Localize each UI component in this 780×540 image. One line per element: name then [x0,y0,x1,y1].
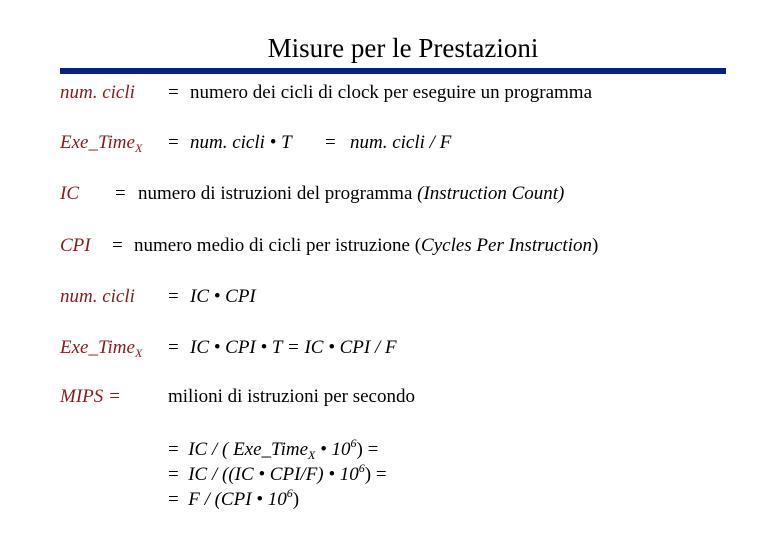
mips-formula-line: = IC / ( Exe_Time$_X$ • $10^6$) = [168,436,379,462]
def-cpi: numero medio di cicli per istruzione (Cycles Per Instruction) [134,235,599,256]
term-exe-time: Exe_Time$_X$ [60,337,143,360]
def-ic: numero di istruzioni del programma (Instruction Count) [138,183,565,204]
expr-exe-time: IC • CPI • T = IC • CPI / F [190,337,397,358]
term-num-cicli: num. cicli [60,82,135,103]
mips-formula-line: = IC / ((IC • CPI/F) • $10^6$) = [168,461,387,485]
equals-sign: = [115,183,126,204]
term-ic: IC [60,183,79,204]
title-divider [60,68,726,74]
equals-sign: = [168,286,179,307]
term-num-cicli: num. cicli [60,286,135,307]
expr-exe-time-2: num. cicli / F [350,132,452,153]
equals-sign: = [168,132,179,153]
def-num-cicli: numero dei cicli di clock per eseguire un programma [190,82,593,103]
expr-num-cicli: IC • CPI [190,286,256,307]
def-mips: milioni di istruzioni per secondo [168,386,415,407]
term-mips: MIPS = [60,386,121,407]
term-cpi: CPI [60,235,91,256]
term-exe-time: Exe_Time$_X$ [60,132,143,155]
equals-sign: = [112,235,123,256]
equals-sign: = [325,132,336,153]
equals-sign: = [168,82,179,103]
page-title: Misure per le Prestazioni [267,33,539,63]
mips-formula-line: = F / (CPI • $10^6$) [168,486,300,510]
equals-sign: = [168,337,179,358]
expr-exe-time-1: num. cicli • T [190,132,292,153]
